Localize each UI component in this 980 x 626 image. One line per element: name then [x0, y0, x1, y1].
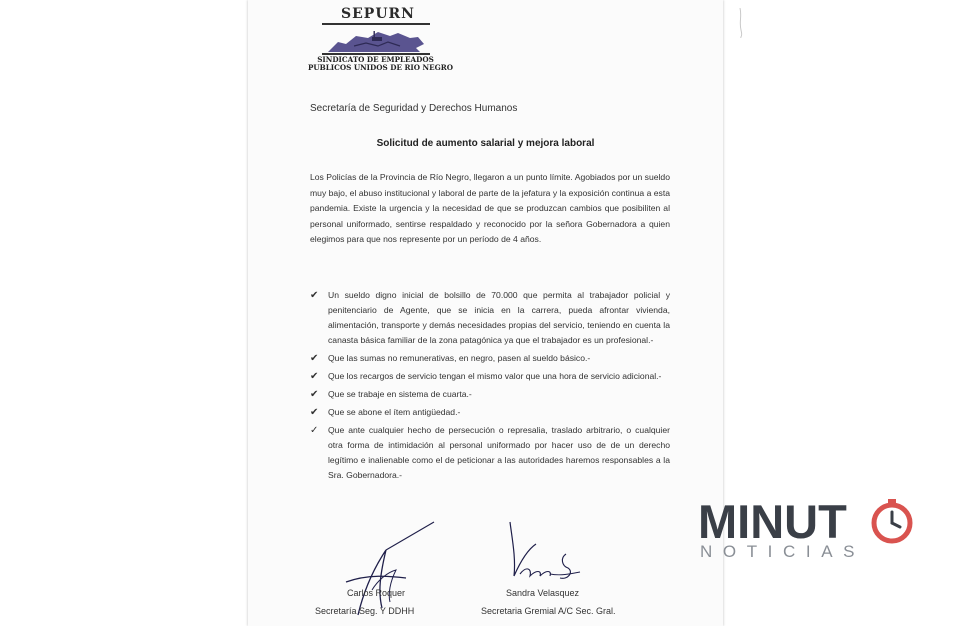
list-item	[310, 423, 670, 483]
logo-map-art	[326, 28, 426, 54]
list-item	[310, 405, 670, 420]
check-icon: ✔	[310, 389, 319, 400]
check-icon: ✔	[310, 371, 319, 382]
logo-subtitle-2: PUBLICOS UNIDOS DE RIO NEGRO	[308, 63, 453, 72]
logo-subtitle-1: SINDICATO DE EMPLEADOS	[317, 55, 434, 64]
list-item	[310, 387, 670, 402]
signature-role-1: Secretaría Seg. Y DDHH	[315, 606, 415, 616]
list-item	[310, 288, 670, 348]
request-text: Que se abone el ítem antigüedad.-	[328, 407, 461, 417]
request-text: Que ante cualquier hecho de persecución o represalia, traslado arbitrario, o cualquier otra forma de intimidación al personal uniformado por hacer uso de de un derecho legítimo e inalienable como el de peticionar a las autoridades haremos responsables a la Sra. Gobernadora.-	[328, 425, 670, 480]
check-icon: ✔	[310, 353, 319, 364]
check-icon: ✓	[310, 425, 319, 436]
request-text: Un sueldo digno inicial de bolsillo de 70.000 que permita al trabajador policial y penitenciario de Agente, que se inicia en la carrera, pueda afrontar vivienda, alimentación, transporte y demás necesidades propias del servicio, teniendo en cuenta la canasta básica familiar de la zona patagónica ya que el trabajador es un profesional.-	[328, 290, 670, 345]
union-logo	[308, 6, 453, 72]
signature-role-2: Secretaria Gremial A/C Sec. Gral.	[481, 606, 616, 616]
signature-name-1: Carlos Roquer	[347, 588, 406, 598]
page-fold-mark	[738, 8, 744, 38]
list-item	[310, 369, 670, 384]
request-text: Que las sumas no remunerativas, en negro, pasen al sueldo básico.-	[328, 353, 591, 363]
department-heading: Secretaría de Seguridad y Derechos Humanos	[310, 103, 518, 114]
request-text: Que los recargos de servicio tengan el mismo valor que una hora de servicio adicional.-	[328, 371, 662, 381]
check-icon: ✔	[310, 290, 319, 301]
requests-list	[310, 288, 670, 483]
signature-roquer	[328, 520, 438, 620]
logo-title: SEPURN	[341, 6, 415, 22]
brand-subtitle: NOTICIAS	[700, 542, 866, 561]
minuto-noticias-watermark	[698, 495, 920, 568]
list-item	[310, 351, 670, 366]
check-icon: ✔	[310, 407, 319, 418]
signature-velasquez	[506, 518, 596, 598]
clock-icon	[869, 499, 915, 545]
request-text: Que se trabaje en sistema de cuarta.-	[328, 389, 472, 399]
intro-paragraph: Los Policías de la Provincia de Río Negro, llegaron a un punto límite. Agobiados por un sueldo muy bajo, el abuso institucional y laboral de parte de la jefatura y la exposición continua a esta pandemia. Existe la urgencia y la necesidad de que se produzcan cambios que posibiliten al personal uniformado, sentirse respaldado y reconocido por la señora Gobernadora a quien elegimos para que nos represente por un período de 4 años.	[310, 172, 670, 245]
logo-rule-top	[322, 23, 430, 25]
document-page	[248, 0, 723, 626]
document-title: Solicitud de aumento salarial y mejora laboral	[376, 138, 595, 149]
signature-name-2: Sandra Velasquez	[506, 588, 580, 598]
brand-word: MINUT	[698, 495, 847, 548]
